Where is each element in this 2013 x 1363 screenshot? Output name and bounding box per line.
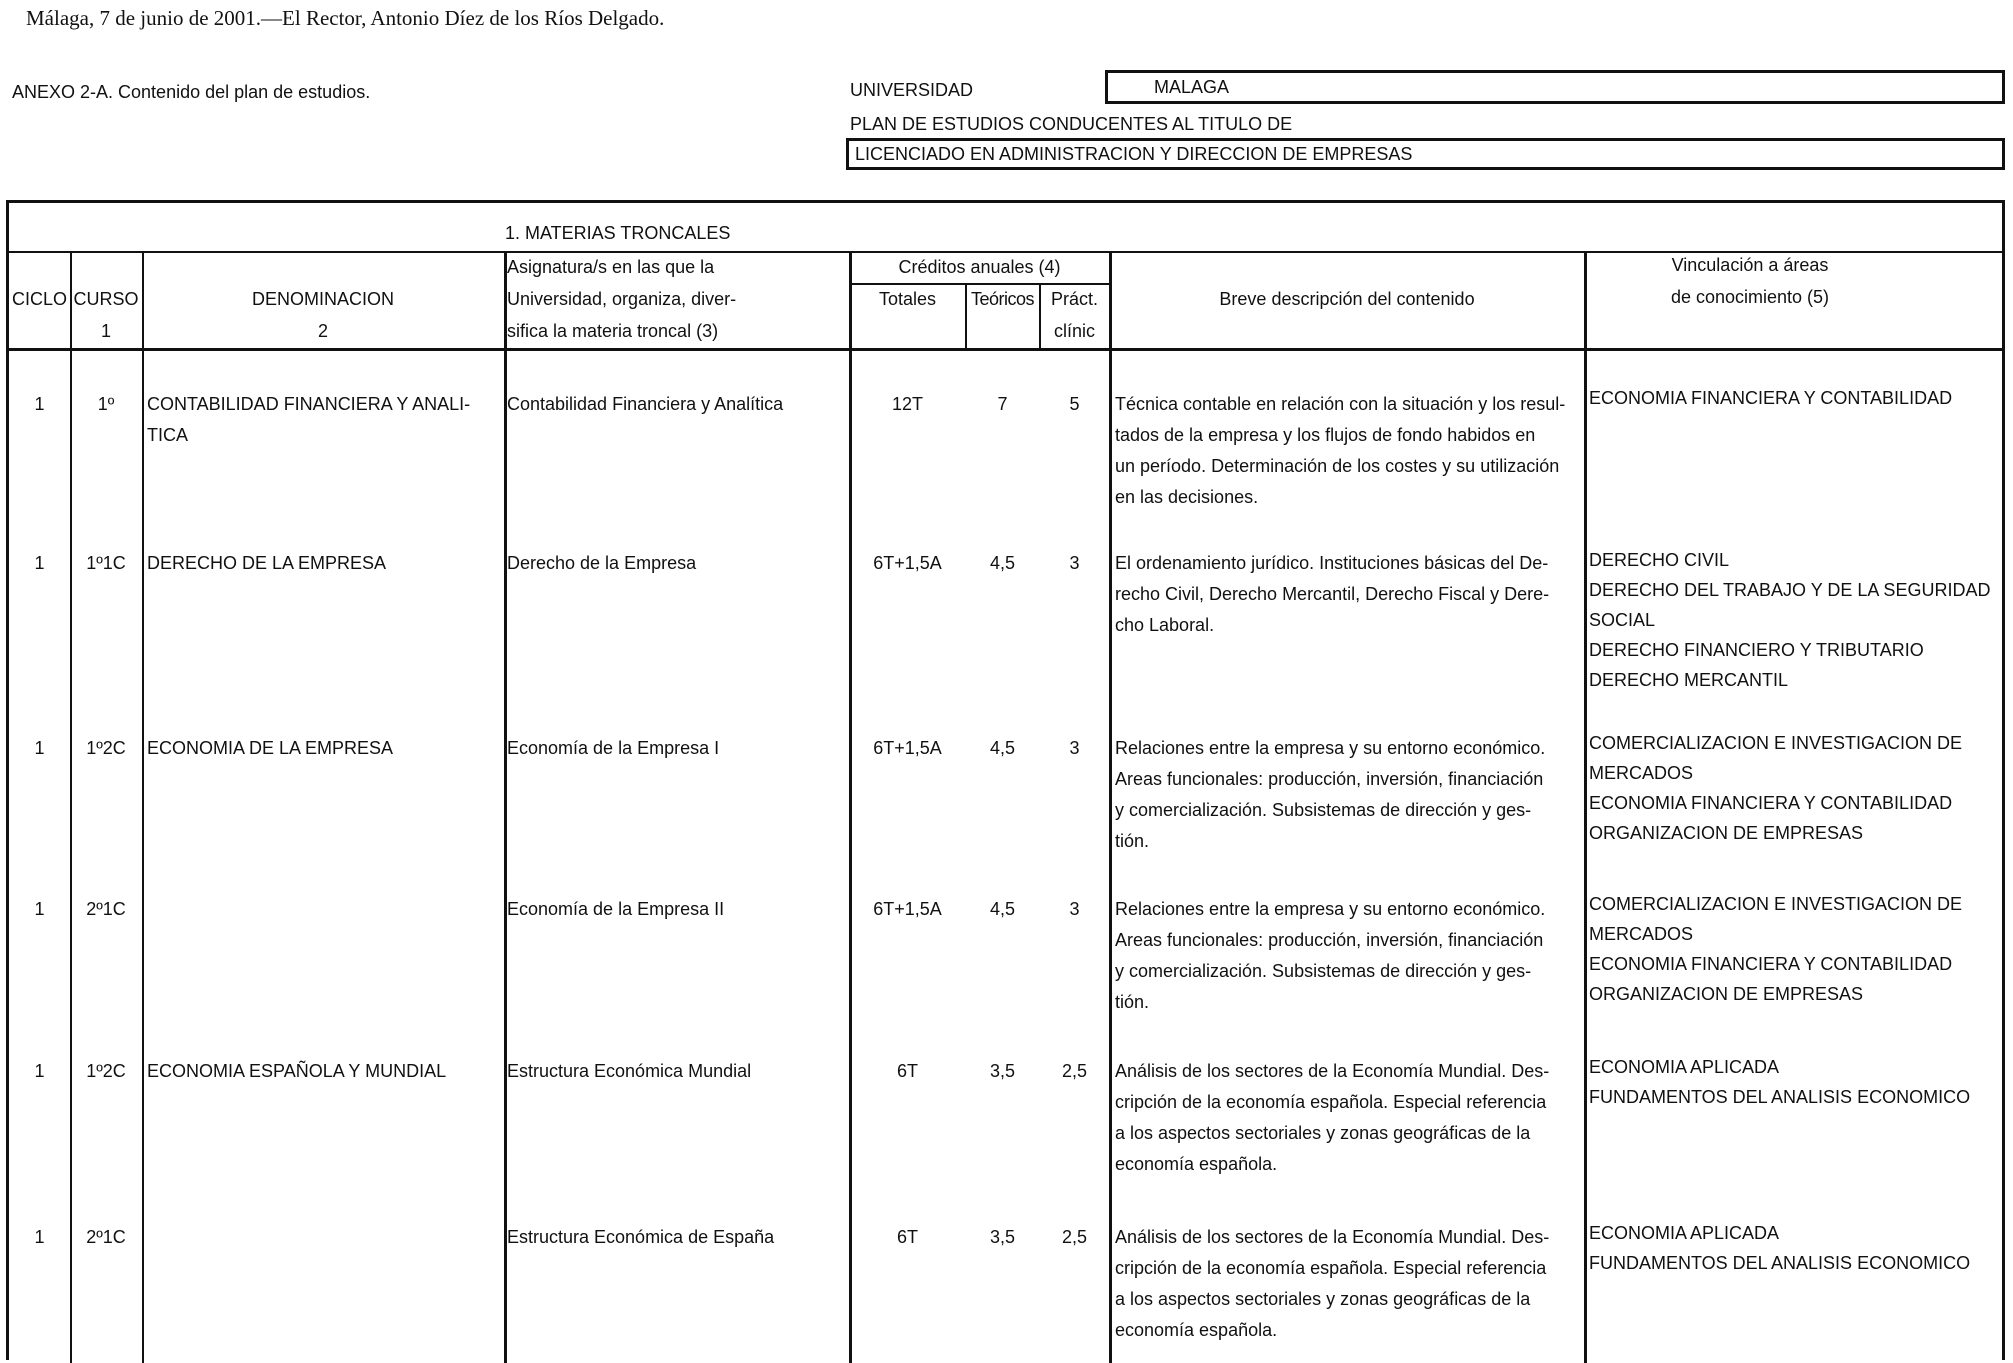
col-header-asignatura-line3: sifica la materia troncal (3) — [507, 321, 719, 341]
area-item: ECONOMIA FINANCIERA Y CONTABILIDAD — [1589, 388, 1953, 408]
cell-ciclo: 1 — [34, 738, 45, 758]
cell-totales: 6T — [896, 1061, 918, 1081]
section-title: 1. MATERIAS TRONCALES — [505, 223, 731, 243]
col-header-curso-number: 1 — [100, 321, 111, 341]
cell-curso: 1º2C — [86, 738, 126, 758]
cell-areas — [1589, 889, 1962, 1009]
cell-areas — [1589, 728, 1962, 848]
cell-ciclo: 1 — [34, 1227, 45, 1247]
cell-curso: 1º2C — [86, 1061, 126, 1081]
subjects-table — [6, 200, 2005, 1360]
cell-curso: 2º1C — [86, 899, 126, 919]
cell-practicos: 2,5 — [1061, 1227, 1088, 1247]
cell-totales: 12T — [891, 394, 924, 414]
cell-denominacion: ECONOMIA DE LA EMPRESA — [147, 738, 394, 758]
cell-asignatura: Economía de la Empresa II — [507, 899, 725, 919]
cell-totales: 6T+1,5A — [873, 899, 942, 919]
cell-asignatura: Derecho de la Empresa — [507, 553, 697, 573]
cell-denominacion: DERECHO DE LA EMPRESA — [147, 553, 387, 573]
column-rule — [142, 251, 144, 1363]
plan-label: PLAN DE ESTUDIOS CONDUCENTES AL TITULO DE — [850, 114, 1293, 134]
cell-ciclo: 1 — [34, 899, 45, 919]
col-header-vinculacion-line1: Vinculación a áreas — [1671, 255, 1829, 275]
col-header-denominacion-number: 2 — [317, 321, 328, 341]
cell-areas — [1589, 1052, 1970, 1112]
cell-teoricos: 4,5 — [989, 738, 1016, 758]
area-item: ORGANIZACION DE EMPRESAS — [1589, 823, 1864, 843]
annex-title: ANEXO 2-A. Contenido del plan de estudios. — [12, 82, 371, 102]
area-item: FUNDAMENTOS DEL ANALISIS ECONOMICO — [1589, 1087, 1971, 1107]
col-header-practicos: Práct. — [1050, 289, 1098, 309]
col-header-totales: Totales — [878, 289, 937, 309]
cell-descripcion: Análisis de los sectores de la Economía Mundial. Des- cripción de la economía española. Especial referencia a los aspectos sectoriales y zonas geográficas de la economía española. — [1115, 1227, 1550, 1340]
area-item: MERCADOS — [1589, 763, 1694, 783]
cell-descripcion: Análisis de los sectores de la Economía Mundial. Des- cripción de la economía española. Especial referencia a los aspectos sectoriales y zonas geográficas de la economía española. — [1115, 1061, 1550, 1174]
area-item: COMERCIALIZACION E INVESTIGACION DE — [1589, 733, 1963, 753]
col-header-vinculacion-line2: de conocimiento (5) — [1670, 287, 1830, 307]
col-header-ciclo: CICLO — [11, 289, 67, 309]
area-item: ECONOMIA FINANCIERA Y CONTABILIDAD — [1589, 793, 1953, 813]
col-header-curso: CURSO — [73, 289, 139, 309]
area-item: MERCADOS — [1589, 924, 1694, 944]
cell-asignatura: Estructura Económica Mundial — [507, 1061, 752, 1081]
cell-teoricos: 4,5 — [989, 553, 1016, 573]
col-header-asignatura-line1: Asignatura/s en las que la — [507, 257, 715, 277]
area-item: SOCIAL — [1589, 610, 1656, 630]
cell-ciclo: 1 — [34, 1061, 45, 1081]
cell-curso: 1º1C — [86, 553, 126, 573]
cell-denominacion: CONTABILIDAD FINANCIERA Y ANALI- TICA — [147, 394, 471, 445]
cell-descripcion: Relaciones entre la empresa y su entorno económico. Areas funcionales: producción, inversión, financiación y comercialización. Subsistemas de dirección y ges- tión. — [1115, 899, 1546, 1012]
col-header-practicos-line2: clínic — [1053, 321, 1095, 341]
cell-teoricos: 4,5 — [989, 899, 1016, 919]
cell-areas — [1589, 545, 1990, 695]
col-header-asignatura-line2: Universidad, organiza, diver- — [507, 289, 737, 309]
cell-practicos: 5 — [1069, 394, 1080, 414]
area-item: ECONOMIA APLICADA — [1589, 1223, 1780, 1243]
cell-curso: 1º — [97, 394, 115, 414]
area-item: ECONOMIA APLICADA — [1589, 1057, 1780, 1077]
cell-practicos: 3 — [1069, 738, 1080, 758]
cell-practicos: 3 — [1069, 553, 1080, 573]
column-rule — [1109, 251, 1112, 1363]
col-header-descripcion: Breve descripción del contenido — [1219, 289, 1475, 309]
area-item: DERECHO MERCANTIL — [1589, 670, 1789, 690]
area-item: COMERCIALIZACION E INVESTIGACION DE — [1589, 894, 1963, 914]
cell-teoricos: 3,5 — [989, 1061, 1016, 1081]
degree-field: LICENCIADO EN ADMINISTRACION Y DIRECCION DE EMPRESAS — [846, 138, 2005, 170]
cell-descripcion: Relaciones entre la empresa y su entorno económico. Areas funcionales: producción, inversión, financiación y comercialización. Subsistemas de dirección y ges- tión. — [1115, 738, 1546, 851]
cell-totales: 6T — [896, 1227, 918, 1247]
area-item: FUNDAMENTOS DEL ANALISIS ECONOMICO — [1589, 1253, 1971, 1273]
area-item: ORGANIZACION DE EMPRESAS — [1589, 984, 1864, 1004]
cell-teoricos: 7 — [997, 394, 1008, 414]
signature-line: Málaga, 7 de junio de 2001.—El Rector, Antonio Díez de los Ríos Delgado. — [26, 6, 665, 30]
university-label: UNIVERSIDAD — [850, 80, 974, 100]
cell-areas — [1589, 1218, 1970, 1278]
cell-asignatura: Estructura Económica de España — [507, 1227, 775, 1247]
area-item: ECONOMIA FINANCIERA Y CONTABILIDAD — [1589, 954, 1953, 974]
area-item: DERECHO CIVIL — [1589, 550, 1730, 570]
cell-ciclo: 1 — [34, 553, 45, 573]
cell-asignatura: Economía de la Empresa I — [507, 738, 720, 758]
cell-totales: 6T+1,5A — [873, 553, 942, 573]
col-header-teoricos: Teóricos — [970, 289, 1035, 309]
cell-teoricos: 3,5 — [989, 1227, 1016, 1247]
table-rule — [9, 348, 2002, 351]
area-item: DERECHO DEL TRABAJO Y DE LA SEGURIDAD — [1589, 580, 1991, 600]
cell-practicos: 3 — [1069, 899, 1080, 919]
col-header-denominacion: DENOMINACION — [251, 289, 394, 309]
cell-descripcion: El ordenamiento jurídico. Instituciones básicas del De- recho Civil, Derecho Mercantil, Derecho Fiscal y Dere- cho Laboral. — [1115, 553, 1550, 635]
cell-curso: 2º1C — [86, 1227, 126, 1247]
cell-practicos: 2,5 — [1061, 1061, 1088, 1081]
cell-descripcion: Técnica contable en relación con la situación y los resul- tados de la empresa y los flujos de fondo habidos en un período. Determinación de los costes y su utilización en las decisiones. — [1115, 394, 1566, 507]
col-header-creditos: Créditos anuales (4) — [898, 257, 1061, 277]
area-item: DERECHO FINANCIERO Y TRIBUTARIO — [1589, 640, 1924, 660]
cell-areas — [1589, 383, 1952, 413]
cell-asignatura: Contabilidad Financiera y Analítica — [507, 394, 784, 414]
cell-totales: 6T+1,5A — [873, 738, 942, 758]
university-field: MALAGA — [1105, 70, 2005, 104]
cell-ciclo: 1 — [34, 394, 45, 414]
cell-denominacion: ECONOMIA ESPAÑOLA Y MUNDIAL — [147, 1061, 447, 1081]
